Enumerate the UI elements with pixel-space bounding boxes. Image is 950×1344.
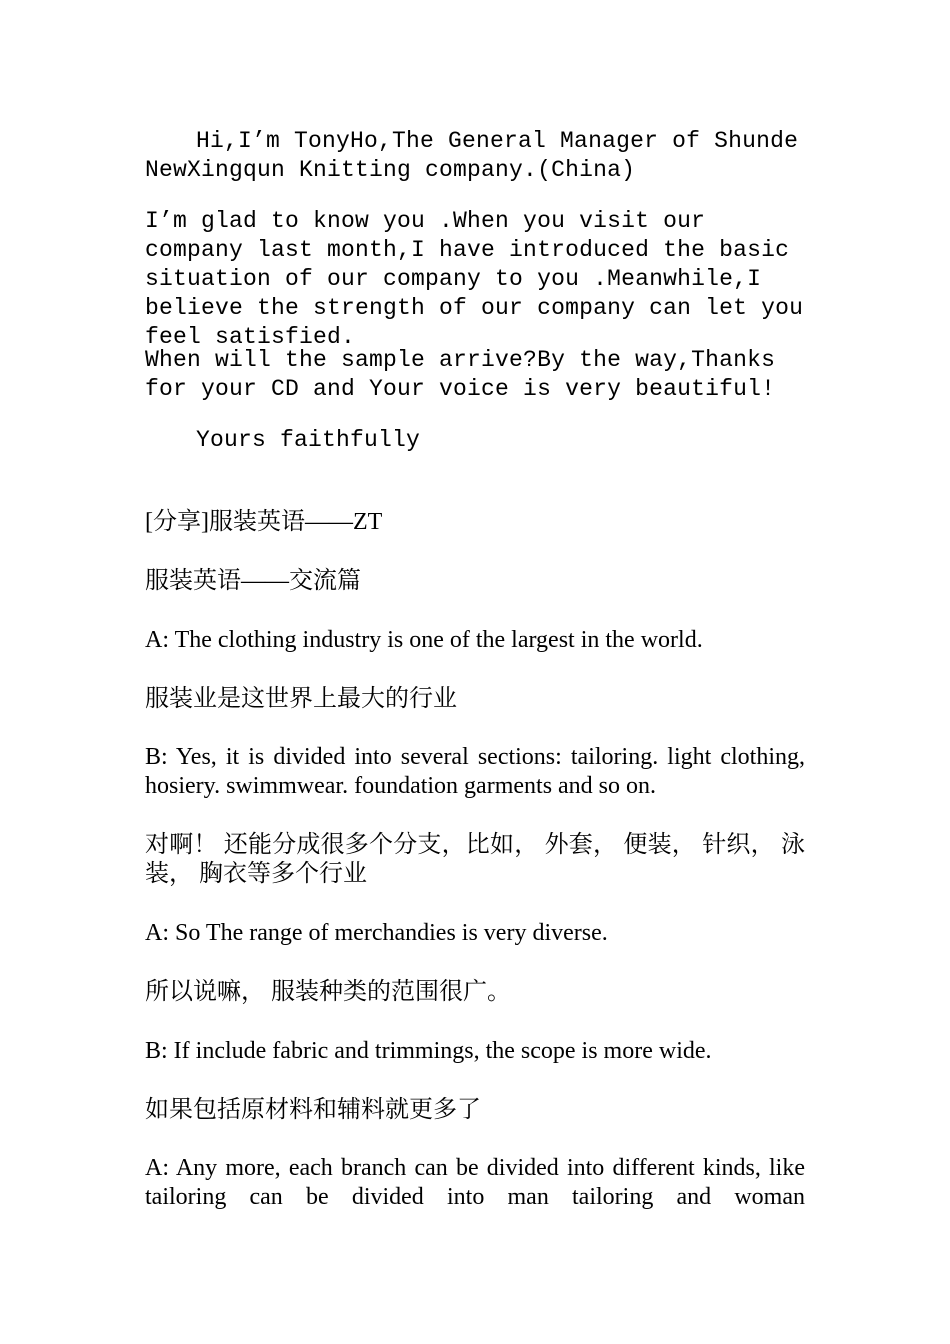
- article-subtitle: 服装英语——交流篇: [145, 568, 361, 594]
- dialogue-translation-2: 对啊！ 还能分成很多个分支，比如， 外套， 便装， 针织， 泳装， 胸衣等多个行业: [145, 832, 805, 887]
- dialogue-line-a-3: A: Any more, each branch can be divided into different kinds, like tailoring can be divided into man tailoring and woman: [145, 1155, 805, 1210]
- letter-intro: Hi,I’m TonyHo,The General Manager of Shunde NewXingqun Knitting company.(China): [145, 128, 813, 183]
- dialogue-line-a-2: A: So The range of merchandies is very diverse.: [145, 920, 608, 946]
- article-title: [分享]服装英语——ZT: [145, 509, 383, 535]
- dialogue-translation-1: 服装业是这世界上最大的行业: [145, 686, 457, 712]
- dialogue-line-b-2: B: If include fabric and trimmings, the scope is more wide.: [145, 1038, 712, 1064]
- dialogue-line-b-1: B: Yes, it is divided into several sections: tailoring. light clothing, hosiery. swimmwear. foundation garments and so on.: [145, 744, 805, 799]
- letter-closing: Yours faithfully: [196, 427, 421, 453]
- dialogue-line-a-1: A: The clothing industry is one of the largest in the world.: [145, 627, 703, 653]
- dialogue-translation-4: 如果包括原材料和辅料就更多了: [145, 1097, 481, 1123]
- letter-body-paragraph-1: I’m glad to know you .When you visit our company last month,I have introduced the basic situation of our company to you .Meanwhile,I believe the strength of our company can let you feel satisfied.: [145, 208, 818, 350]
- letter-body-paragraph-2: When will the sample arrive?By the way,Thanks for your CD and Your voice is very beautiful!: [145, 347, 790, 402]
- dialogue-translation-3: 所以说嘛， 服装种类的范围很广。: [145, 979, 511, 1005]
